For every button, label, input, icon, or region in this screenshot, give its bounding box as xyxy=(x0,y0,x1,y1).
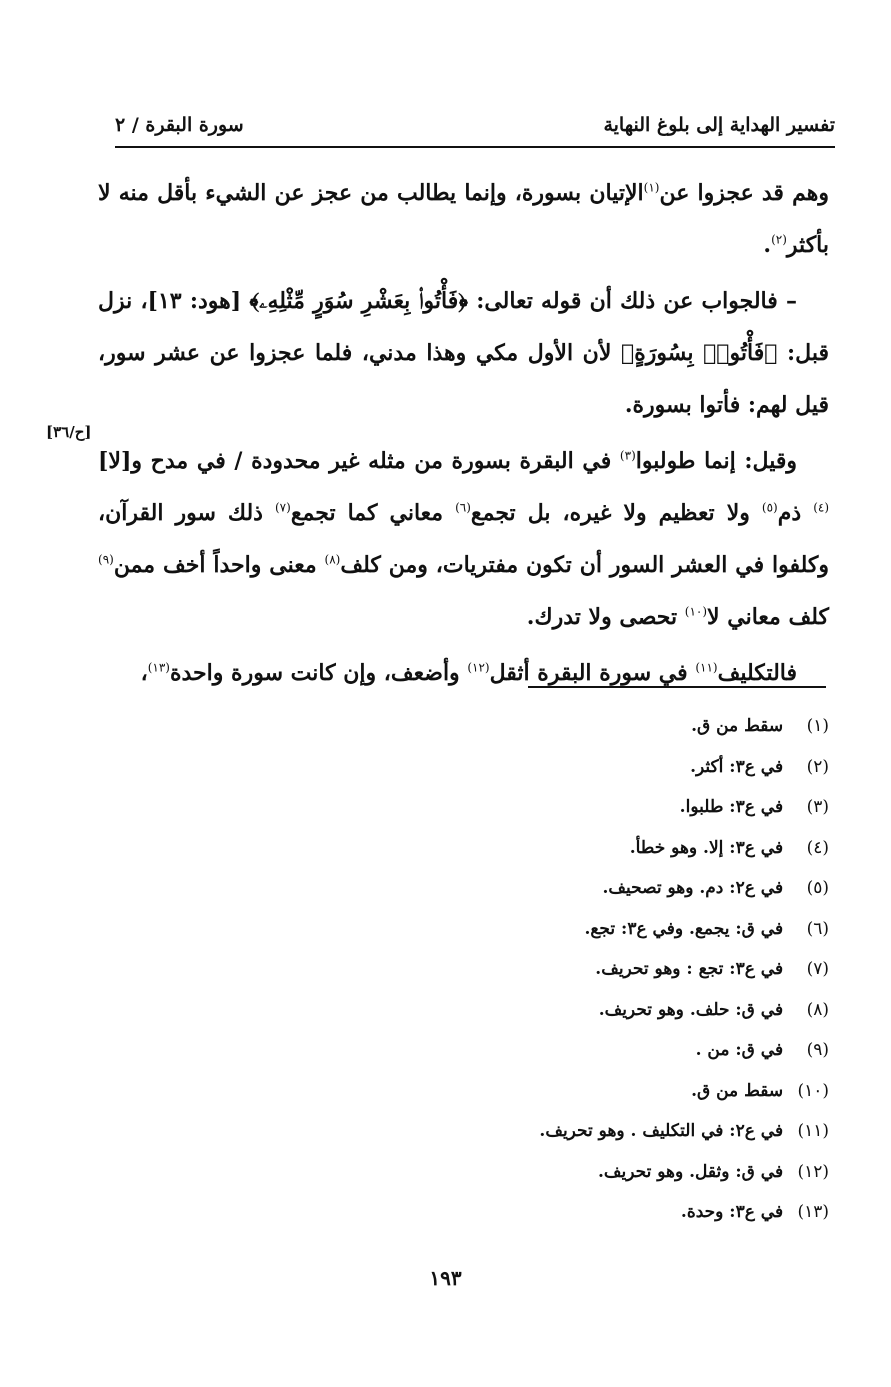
footnote-number: (٥) xyxy=(806,878,829,898)
footnote-item xyxy=(409,1152,829,1193)
footnote-number: (١٠) xyxy=(797,1080,829,1101)
paragraph-3 xyxy=(98,435,829,643)
footnote-number: (٢) xyxy=(806,756,829,777)
main-text xyxy=(98,167,829,703)
text-run: – فالجواب عن ذلك أن قوله تعالى: ﴿فَأْتُوا۟ بِعَشْرِ سُوَرٍ مِّثْلِهِۦ﴾ [هود: ١٣]، نزل قبل: ﴿فَأْتُوا۟ بِسُورَةٍ﴾ لأن الأول مكي وهذا مدني، فلما عجزوا عن عشر سور، قيل لهم: فأتوا بسورة. xyxy=(98,288,829,418)
text-run: وأضعف، وإن كانت سورة واحدة xyxy=(169,660,468,686)
footnote-ref: (٢) xyxy=(771,232,787,247)
footnote-ref: (٣) xyxy=(619,448,636,463)
footnote-item xyxy=(409,990,829,1031)
footnote-ref: (٨) xyxy=(324,552,341,567)
footnote-number: (١) xyxy=(806,716,829,736)
paragraph-4 xyxy=(98,647,829,699)
header-divider xyxy=(115,146,835,148)
footnote-item xyxy=(409,706,829,747)
footnote-ref: (٧) xyxy=(274,500,291,515)
footnotes-list xyxy=(409,706,829,1233)
footnote-text: في ع٣: تجع : وهو تحريف. xyxy=(595,959,784,979)
text-run: تحصى ولا تدرك. xyxy=(526,604,685,630)
footnote-text: في ع٣: إلا. وهو خطأ. xyxy=(629,837,784,858)
footnote-text: في ق: يجمع. وفي ع٣: تجع. xyxy=(584,918,784,939)
footnote-item xyxy=(409,1071,829,1112)
manuscript-folio-marker: [ح/٣٦] xyxy=(46,423,92,441)
footnote-ref: (١١) xyxy=(695,660,718,675)
footnote-ref: (٥) xyxy=(761,500,778,515)
paragraph-2 xyxy=(98,275,829,431)
footnote-text: في ع٣: وحدة. xyxy=(680,1202,784,1222)
running-header xyxy=(115,108,835,142)
footnote-number: (٤) xyxy=(806,837,829,858)
footnote-item xyxy=(409,747,829,788)
text-run: معنى واحداً أخف ممن xyxy=(113,552,325,578)
footnote-item xyxy=(409,909,829,950)
footnote-number: (٦) xyxy=(806,918,829,939)
footnote-number: (١٢) xyxy=(797,1161,829,1182)
footnote-ref: (١) xyxy=(643,180,660,195)
header-book-title: تفسير الهداية إلى بلوغ النهاية xyxy=(603,114,835,136)
text-run: ذم xyxy=(777,500,814,526)
footnote-text: في ع٣: طلبوا. xyxy=(679,797,784,817)
footnote-item xyxy=(409,1030,829,1071)
text-run: فالتكليف xyxy=(717,660,797,686)
text-run: وقيل: إنما طولبوا xyxy=(635,448,797,474)
paragraph-1 xyxy=(98,167,829,271)
footnote-number: (١٣) xyxy=(797,1202,829,1222)
footnote-text: سقط من ق. xyxy=(691,1080,784,1101)
text-run: وهم قد عجزوا عن xyxy=(659,180,829,206)
text-run: معاني كما تجمع xyxy=(290,500,456,526)
text-run: ، xyxy=(140,660,148,686)
text-run: ولا تعظيم ولا غيره، بل تجمع xyxy=(470,500,762,526)
footnote-number: (٣) xyxy=(806,797,829,817)
footnote-ref: (١٣) xyxy=(147,660,170,675)
footnote-text: في ع٢: في التكليف . وهو تحريف. xyxy=(539,1121,784,1141)
footnote-ref: (١٢) xyxy=(467,660,490,675)
page-number: ١٩٣ xyxy=(429,1266,462,1290)
text-run: . xyxy=(763,232,772,258)
footnote-text: في ع٣: أكثر. xyxy=(690,756,784,777)
footnote-item xyxy=(409,1192,829,1233)
footnote-ref: (٩) xyxy=(98,552,114,567)
footnote-number: (٧) xyxy=(806,959,829,979)
footnote-number: (١١) xyxy=(797,1121,829,1141)
footnote-number: (٨) xyxy=(806,999,829,1020)
footnote-item xyxy=(409,828,829,869)
footnote-item xyxy=(409,787,829,828)
text-run: الإتيان بسورة، وإنما يطالب من عجز عن الشيء بأقل منه لا بأكثر xyxy=(98,180,829,258)
footnote-item xyxy=(409,949,829,990)
footnote-item xyxy=(409,868,829,909)
footnote-text: سقط من ق. xyxy=(691,716,784,736)
text-run: في سورة البقرة أثقل xyxy=(489,660,696,686)
footnote-item xyxy=(409,1111,829,1152)
footnote-ref: (٤) xyxy=(813,500,830,515)
footnote-text: في ق: من . xyxy=(695,1040,784,1060)
footnote-ref: (١٠) xyxy=(684,604,708,619)
footnote-divider xyxy=(528,686,826,688)
footnote-ref: (٦) xyxy=(455,500,471,515)
footnote-number: (٩) xyxy=(806,1040,829,1060)
text-run: في البقرة بسورة من مثله غير محدودة / في مدح و[لا] xyxy=(98,448,620,474)
footnote-text: في ق: حلف. وهو تحريف. xyxy=(598,999,784,1020)
text-run: كلف معاني لا xyxy=(707,604,829,630)
header-surah-title: سورة البقرة / ٢ xyxy=(115,114,244,136)
footnote-text: في ع٢: دم. وهو تصحيف. xyxy=(602,878,784,898)
footnote-text: في ق: وثقل. وهو تحريف. xyxy=(598,1161,784,1182)
text-run: ذلك سور القرآن، وكلفوا في العشر السور أن تكون مفتريات، ومن كلف xyxy=(98,500,829,578)
